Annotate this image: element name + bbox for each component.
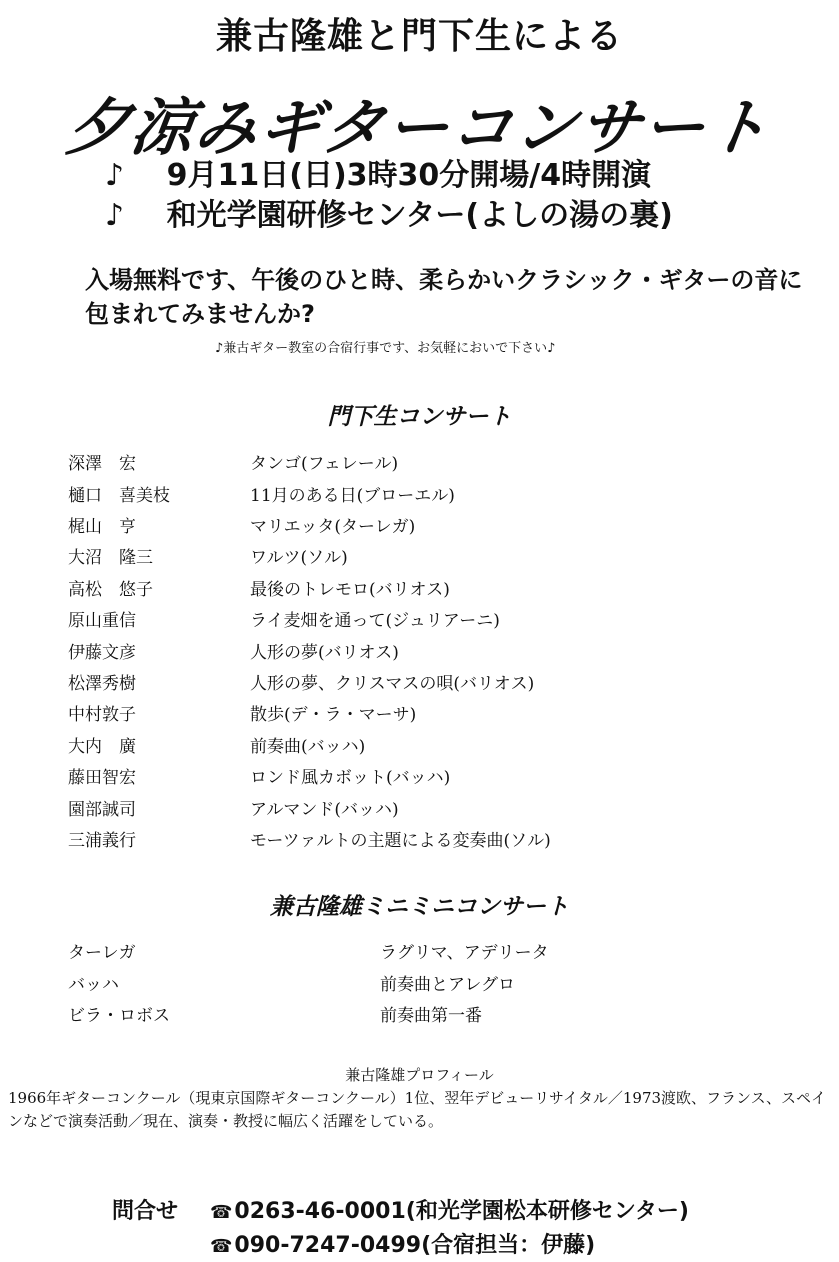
performer-name: 樋口 喜美枝	[68, 486, 170, 506]
piece-title: 前奏曲(バッハ)	[250, 737, 366, 757]
piece-title: ライ麦畑を通って(ジュリアーニ)	[250, 611, 500, 631]
date-line	[105, 150, 651, 194]
piece-title: ワルツ(ソル)	[250, 548, 348, 568]
piece-title: 前奏曲第一番	[380, 1006, 482, 1026]
composer-name: ターレガ	[68, 943, 136, 963]
music-note-icon: ♪	[105, 198, 125, 233]
intro-note: ♪兼古ギター教室の合宿行事です、お気軽においで下さい♪	[215, 341, 556, 356]
intro-line-1: 入場無料です、午後のひと時、柔らかいクラシック・ギターの音に	[85, 266, 803, 294]
performer-name: 中村敦子	[68, 705, 136, 725]
profile-text: 1966年ギターコンクール（現東京国際ギターコンクール）1位、翌年デビューリサイタル／1973渡欧、フランス、スペインなどで演奏活動／現在、演奏・教授に幅広く活躍をしている。	[8, 1089, 827, 1130]
piece-title: 人形の夢(バリオス)	[250, 643, 399, 663]
contact-label: 問合せ	[112, 1199, 179, 1224]
profile-title: 兼古隆雄プロフィール	[345, 1066, 494, 1084]
intro-line-2: 包まれてみませんか?	[85, 300, 315, 328]
performer-name: 藤田智宏	[68, 768, 136, 788]
piece-title: 前奏曲とアレグロ	[380, 975, 515, 995]
piece-title: アルマンド(バッハ)	[250, 800, 399, 820]
telephone-icon: ☎	[210, 1202, 233, 1223]
music-note-icon: ♪	[105, 158, 125, 193]
tel-number: 090-7247-0499(合宿担当：伊藤)	[234, 1233, 596, 1258]
performer-name: 大沼 隆三	[68, 548, 153, 568]
piece-title: マリエッタ(ターレガ)	[250, 517, 416, 537]
header-line: 兼古隆雄と門下生による	[215, 16, 623, 57]
venue-line	[105, 190, 673, 234]
performer-name: 伊藤文彦	[68, 643, 136, 663]
piece-title: タンゴ(フェレール)	[250, 454, 399, 474]
composer-name: ビラ・ロボス	[68, 1006, 170, 1026]
performer-name: 高松 悠子	[68, 580, 153, 600]
piece-title: 人形の夢、クリスマスの唄(バリオス)	[250, 674, 535, 694]
piece-title: 散歩(デ・ラ・マーサ)	[250, 705, 417, 725]
performer-name: 梶山 亨	[68, 517, 136, 537]
mini-concert-heading: 兼古隆雄ミニミニコンサート	[270, 894, 569, 920]
telephone-icon: ☎	[210, 1236, 233, 1257]
date-text: 9月11日(日)3時30分開場/4時開演	[166, 158, 652, 193]
performer-name: 深澤 宏	[68, 454, 136, 474]
performer-name: 松澤秀樹	[68, 674, 136, 694]
composer-name: バッハ	[68, 975, 119, 995]
contact-tel-1	[210, 1194, 689, 1225]
performer-name: 園部誠司	[68, 800, 136, 820]
piece-title: 11月のある日(ブローエル)	[250, 486, 455, 506]
performer-name: 原山重信	[68, 611, 136, 631]
piece-title: 最後のトレモロ(バリオス)	[250, 580, 450, 600]
students-heading: 門下生コンサート	[327, 404, 512, 430]
venue-text: 和光学園研修センター(よしの湯の裏)	[166, 198, 673, 233]
piece-title: ラグリマ、アデリータ	[380, 943, 549, 963]
performer-name: 大内 廣	[68, 737, 136, 757]
contact-tel-2	[210, 1228, 595, 1259]
concert-title: 夕涼みギターコンサート	[61, 91, 776, 164]
piece-title: ロンド風カボット(バッハ)	[250, 768, 451, 788]
piece-title: モーツァルトの主題による変奏曲(ソル)	[250, 831, 551, 851]
performer-name: 三浦義行	[68, 831, 136, 851]
tel-number: 0263-46-0001(和光学園松本研修センター)	[234, 1199, 689, 1224]
